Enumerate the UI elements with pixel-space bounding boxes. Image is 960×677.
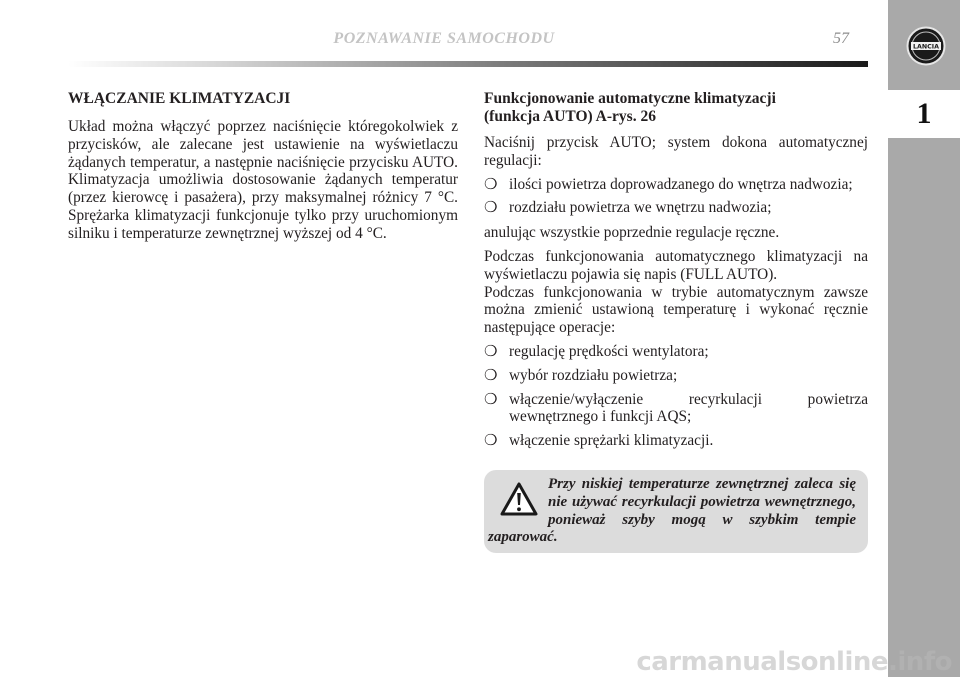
list-item: ❍ wybór rozdziału powietrza; xyxy=(484,365,678,384)
header-divider xyxy=(68,61,868,67)
cancel-text: anulując wszystkie poprzednie regulacje ręczne. xyxy=(484,224,780,242)
manual-operations-list xyxy=(484,343,868,450)
manual-intro-text: Podczas funkcjonowania w trybie automatycznym zawsze można zmienić ustawioną temperaturę i wykonać ręcznie następujące operacje: xyxy=(484,283,868,337)
list-item: ❍ włączenie sprężarki klimatyzacji. xyxy=(484,431,714,450)
left-column xyxy=(68,90,458,243)
bullet-circle-icon: ❍ xyxy=(484,198,498,217)
section-heading: WŁĄCZANIE KLIMATYZACJI xyxy=(68,90,291,107)
chapter-number-tab[interactable]: 1 xyxy=(888,90,960,138)
bullet-circle-icon: ❍ xyxy=(484,174,498,193)
auto-mode-heading xyxy=(484,90,868,126)
logo-text: LANCIA xyxy=(913,43,939,51)
section-title: POZNAWANIE SAMOCHODU xyxy=(333,30,555,47)
watermark: carmanualsonline.info xyxy=(636,647,952,677)
list-item: ❍ rozdziału powietrza we wnętrzu nadwozia; xyxy=(484,198,772,217)
auto-mode-heading-line1: Funkcjonowanie automatyczne klimatyzacji xyxy=(484,90,776,107)
list-item: ❍ włączenie/wyłączenie recyrkulacji powietrza wewnętrznego i funkcji AQS; xyxy=(484,389,868,426)
page-number: 57 xyxy=(833,30,849,47)
bullet-circle-icon: ❍ xyxy=(484,431,498,450)
intro-paragraph: Układ można włączyć poprzez naciśnięcie któregokolwiek z przycisków, ale zalecane jest ustawienie na wyświetlaczu żądanych temperatur, a następnie naciśnięcie przycisku AUTO. Klimatyzacja umożliwia dostosowanie żądanych temperatur (przez kierowcę i pasażera), przy maksymalnej różnicy 7 °C. Sprężarka klimatyzacji funkcjonuje tylko przy uruchomionym silniku i temperaturze zewnętrznej wyższej od 4 °C. xyxy=(68,118,458,242)
list-item: ❍ regulację prędkości wentylatora; xyxy=(484,341,709,360)
list-item: ❍ ilości powietrza doprowadzanego do wnętrza nadwozia; xyxy=(484,174,853,193)
right-column xyxy=(484,90,868,457)
display-text: Podczas funkcjonowania automatycznego klimatyzacji na wyświetlaczu pojawia się napis (FULL AUTO). xyxy=(484,247,868,283)
auto-mode-heading-line2: (funkcja AUTO) A-rys. 26 xyxy=(484,108,656,125)
bullet-circle-icon: ❍ xyxy=(484,365,498,384)
bullet-circle-icon: ❍ xyxy=(484,341,498,360)
warning-text: Przy niskiej temperaturze zewnętrznej zaleca się nie używać recyrkulacji powietrza wewnętrznego, ponieważ szyby mogą w szybkim tempie zaparować. xyxy=(488,476,856,546)
auto-intro-text: Naciśnij przycisk AUTO; system dokona automatycznej regulacji: xyxy=(484,134,868,169)
auto-regulation-list xyxy=(484,176,868,218)
bullet-circle-icon: ❍ xyxy=(484,389,498,408)
lancia-logo-icon xyxy=(906,26,946,66)
